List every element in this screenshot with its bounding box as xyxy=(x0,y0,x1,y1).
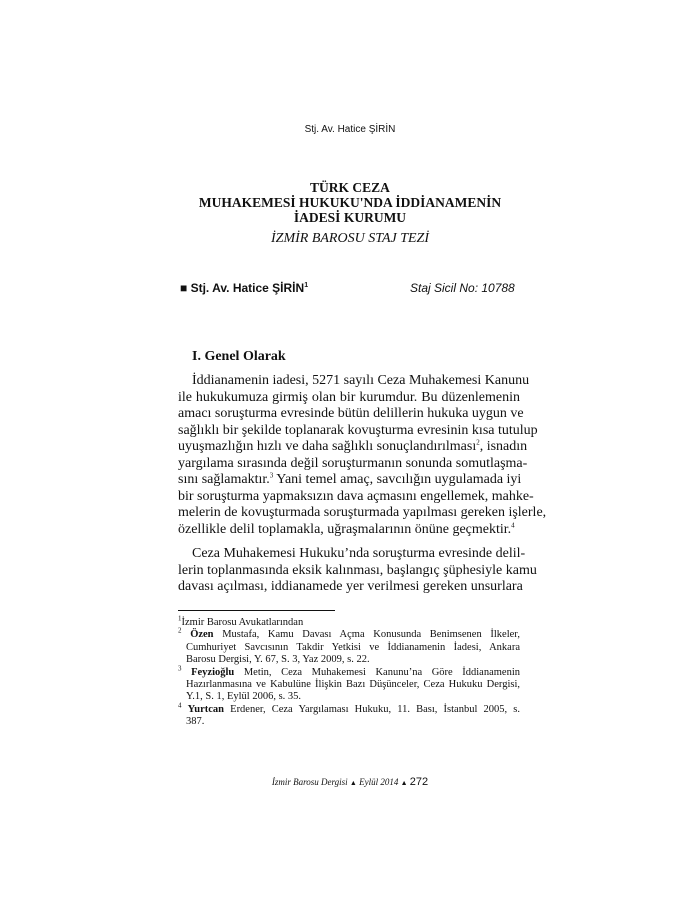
text-run: Hazırlanmasına ve Kabulüne İlişkin Bazı Düşünceler, Ceza Hukuku Dergisi, xyxy=(186,678,520,690)
registry-number: Staj Sicil No: 10788 xyxy=(410,281,515,295)
author-line xyxy=(180,281,308,295)
paragraph xyxy=(178,546,537,596)
footnotes xyxy=(178,614,520,729)
text-run: özellikle delil toplamakla, uğraşmalarının önüne geçmektir. xyxy=(178,521,512,537)
footnote-ref: 1 xyxy=(178,614,182,623)
text-line xyxy=(178,562,537,580)
text-line xyxy=(178,373,530,390)
footnote-line xyxy=(178,716,520,728)
footnote-ref: 3 xyxy=(269,471,274,480)
text-line xyxy=(178,472,520,489)
article-title xyxy=(0,180,700,225)
author-name: Stj. Av. Hatice ŞİRİN xyxy=(190,281,305,295)
text-run: Barosu Dergisi, Y. 67, S. 3, Yaz 2009, s. 22. xyxy=(186,654,370,666)
separator-icon: ▲ xyxy=(349,779,357,787)
text-line xyxy=(178,488,534,506)
section-heading: I. Genel Olarak xyxy=(192,349,286,364)
title-line: TÜRK CEZA xyxy=(310,180,390,195)
article-subtitle: İZMİR BAROSU STAJ TEZİ xyxy=(271,231,429,246)
text-line xyxy=(178,522,520,539)
title-line: MUHAKEMESİ HUKUKU'NDA İDDİANAMENİN xyxy=(198,195,502,210)
paragraph xyxy=(178,373,547,538)
footnote-line xyxy=(178,691,520,703)
cited-author: Yurtcan xyxy=(187,703,225,715)
footnote-line xyxy=(178,701,520,716)
text-line xyxy=(178,422,538,440)
footnote-divider xyxy=(178,610,335,611)
footnote-ref: 2 xyxy=(476,438,480,447)
bullet-icon: ■ xyxy=(180,281,188,295)
text-run: sını sağlamaktır. xyxy=(178,472,270,487)
text-run: İddianamenin iadesi, 5271 sayılı Ceza Muhakemesi Kanunu xyxy=(192,373,530,388)
footnote-ref: 4 xyxy=(511,520,515,529)
text-line xyxy=(178,546,526,563)
text-run: Yani temel amaç, savcılığın uygulamada iyi xyxy=(273,472,522,487)
text-run: Erdener, Ceza Yargılaması Hukuku, 11. Bası, İstanbul 2005, s. xyxy=(224,703,520,715)
footnote-line xyxy=(178,664,520,679)
text-line xyxy=(178,438,528,456)
footnote xyxy=(178,664,520,704)
text-run: 387. xyxy=(186,716,205,728)
text-run: ile hukukumuza girmiş olan bir kurumdur. Bu düzenlemenin xyxy=(178,389,520,405)
text-run: lerin toplanmasında eksik kalınması, başlangıç şüphesiyle kamu xyxy=(178,562,537,578)
text-run: Mustafa, Kamu Davası Açma Konusunda Benimsenen İlkeler, xyxy=(213,629,520,641)
footnote xyxy=(178,701,520,729)
text-run: Metin, Ceza Muhakemesi Kanunu’na Göre İddianamenin xyxy=(234,666,520,678)
footnote-line xyxy=(178,642,520,654)
page-number: 272 xyxy=(409,776,429,788)
text-run: sağlıklı bir şekilde toplanarak kovuşturma evresinin kısa tutulup xyxy=(178,422,538,438)
text-line xyxy=(178,505,547,522)
text-run: İzmir Barosu Avukatlarından xyxy=(181,617,304,628)
text-run: amacı soruşturma evresinde bütün delillerin hukuka uygun ve xyxy=(178,406,524,421)
title-line: İADESİ KURUMU xyxy=(293,210,407,225)
footnote-line xyxy=(178,626,520,641)
cited-author: Feyzioğlu xyxy=(191,666,235,678)
text-run: yargılama sırasında değil soruşturmanın sonunda somutlaşma- xyxy=(178,455,528,471)
text-run: Y.1, S. 1, Eylül 2006, s. 35. xyxy=(186,691,302,703)
journal-name: İzmir Barosu Dergisi xyxy=(271,777,348,787)
footnote xyxy=(178,614,520,629)
page-footer xyxy=(0,776,700,788)
cited-author: Özen xyxy=(190,629,214,641)
footnote-line xyxy=(178,679,520,691)
text-run: uyuşmazlığın hızlı ve daha sağlıklı sonuçlandırılması xyxy=(178,439,477,454)
footnote-line xyxy=(178,654,520,666)
footnote-line xyxy=(178,614,520,629)
text-run: davası açılması, iddianamede yer verilmesi gereken unsurlara xyxy=(178,579,523,594)
issue-date: Eylül 2014 xyxy=(359,777,399,787)
text-run: melerin de kovuşturmada soruşturmada yapılması gereken işlerle, xyxy=(178,505,547,520)
text-run: , isnadın xyxy=(479,439,528,454)
text-run: Ceza Muhakemesi Hukuku’nda soruşturma evresinde delil- xyxy=(192,546,526,561)
separator-icon: ▲ xyxy=(400,779,408,787)
text-line xyxy=(178,455,528,473)
footnote-ref: 1 xyxy=(304,282,309,289)
footnote xyxy=(178,626,520,666)
footnote-ref: 2 xyxy=(178,626,182,635)
text-run: Cumhuriyet Savcısının Takdir Yetkisi ve İddianamenin İadesi, Ankara xyxy=(186,641,520,653)
text-line xyxy=(178,406,524,423)
text-line xyxy=(178,579,523,596)
text-line xyxy=(178,390,520,407)
text-run: bir soruşturma yapmaksızın dava açmasını engellemek, mahke- xyxy=(178,488,534,504)
footnote-ref: 4 xyxy=(178,701,182,710)
running-head: Stj. Av. Hatice ŞİRİN xyxy=(304,124,396,135)
footnote-ref: 3 xyxy=(178,664,182,673)
